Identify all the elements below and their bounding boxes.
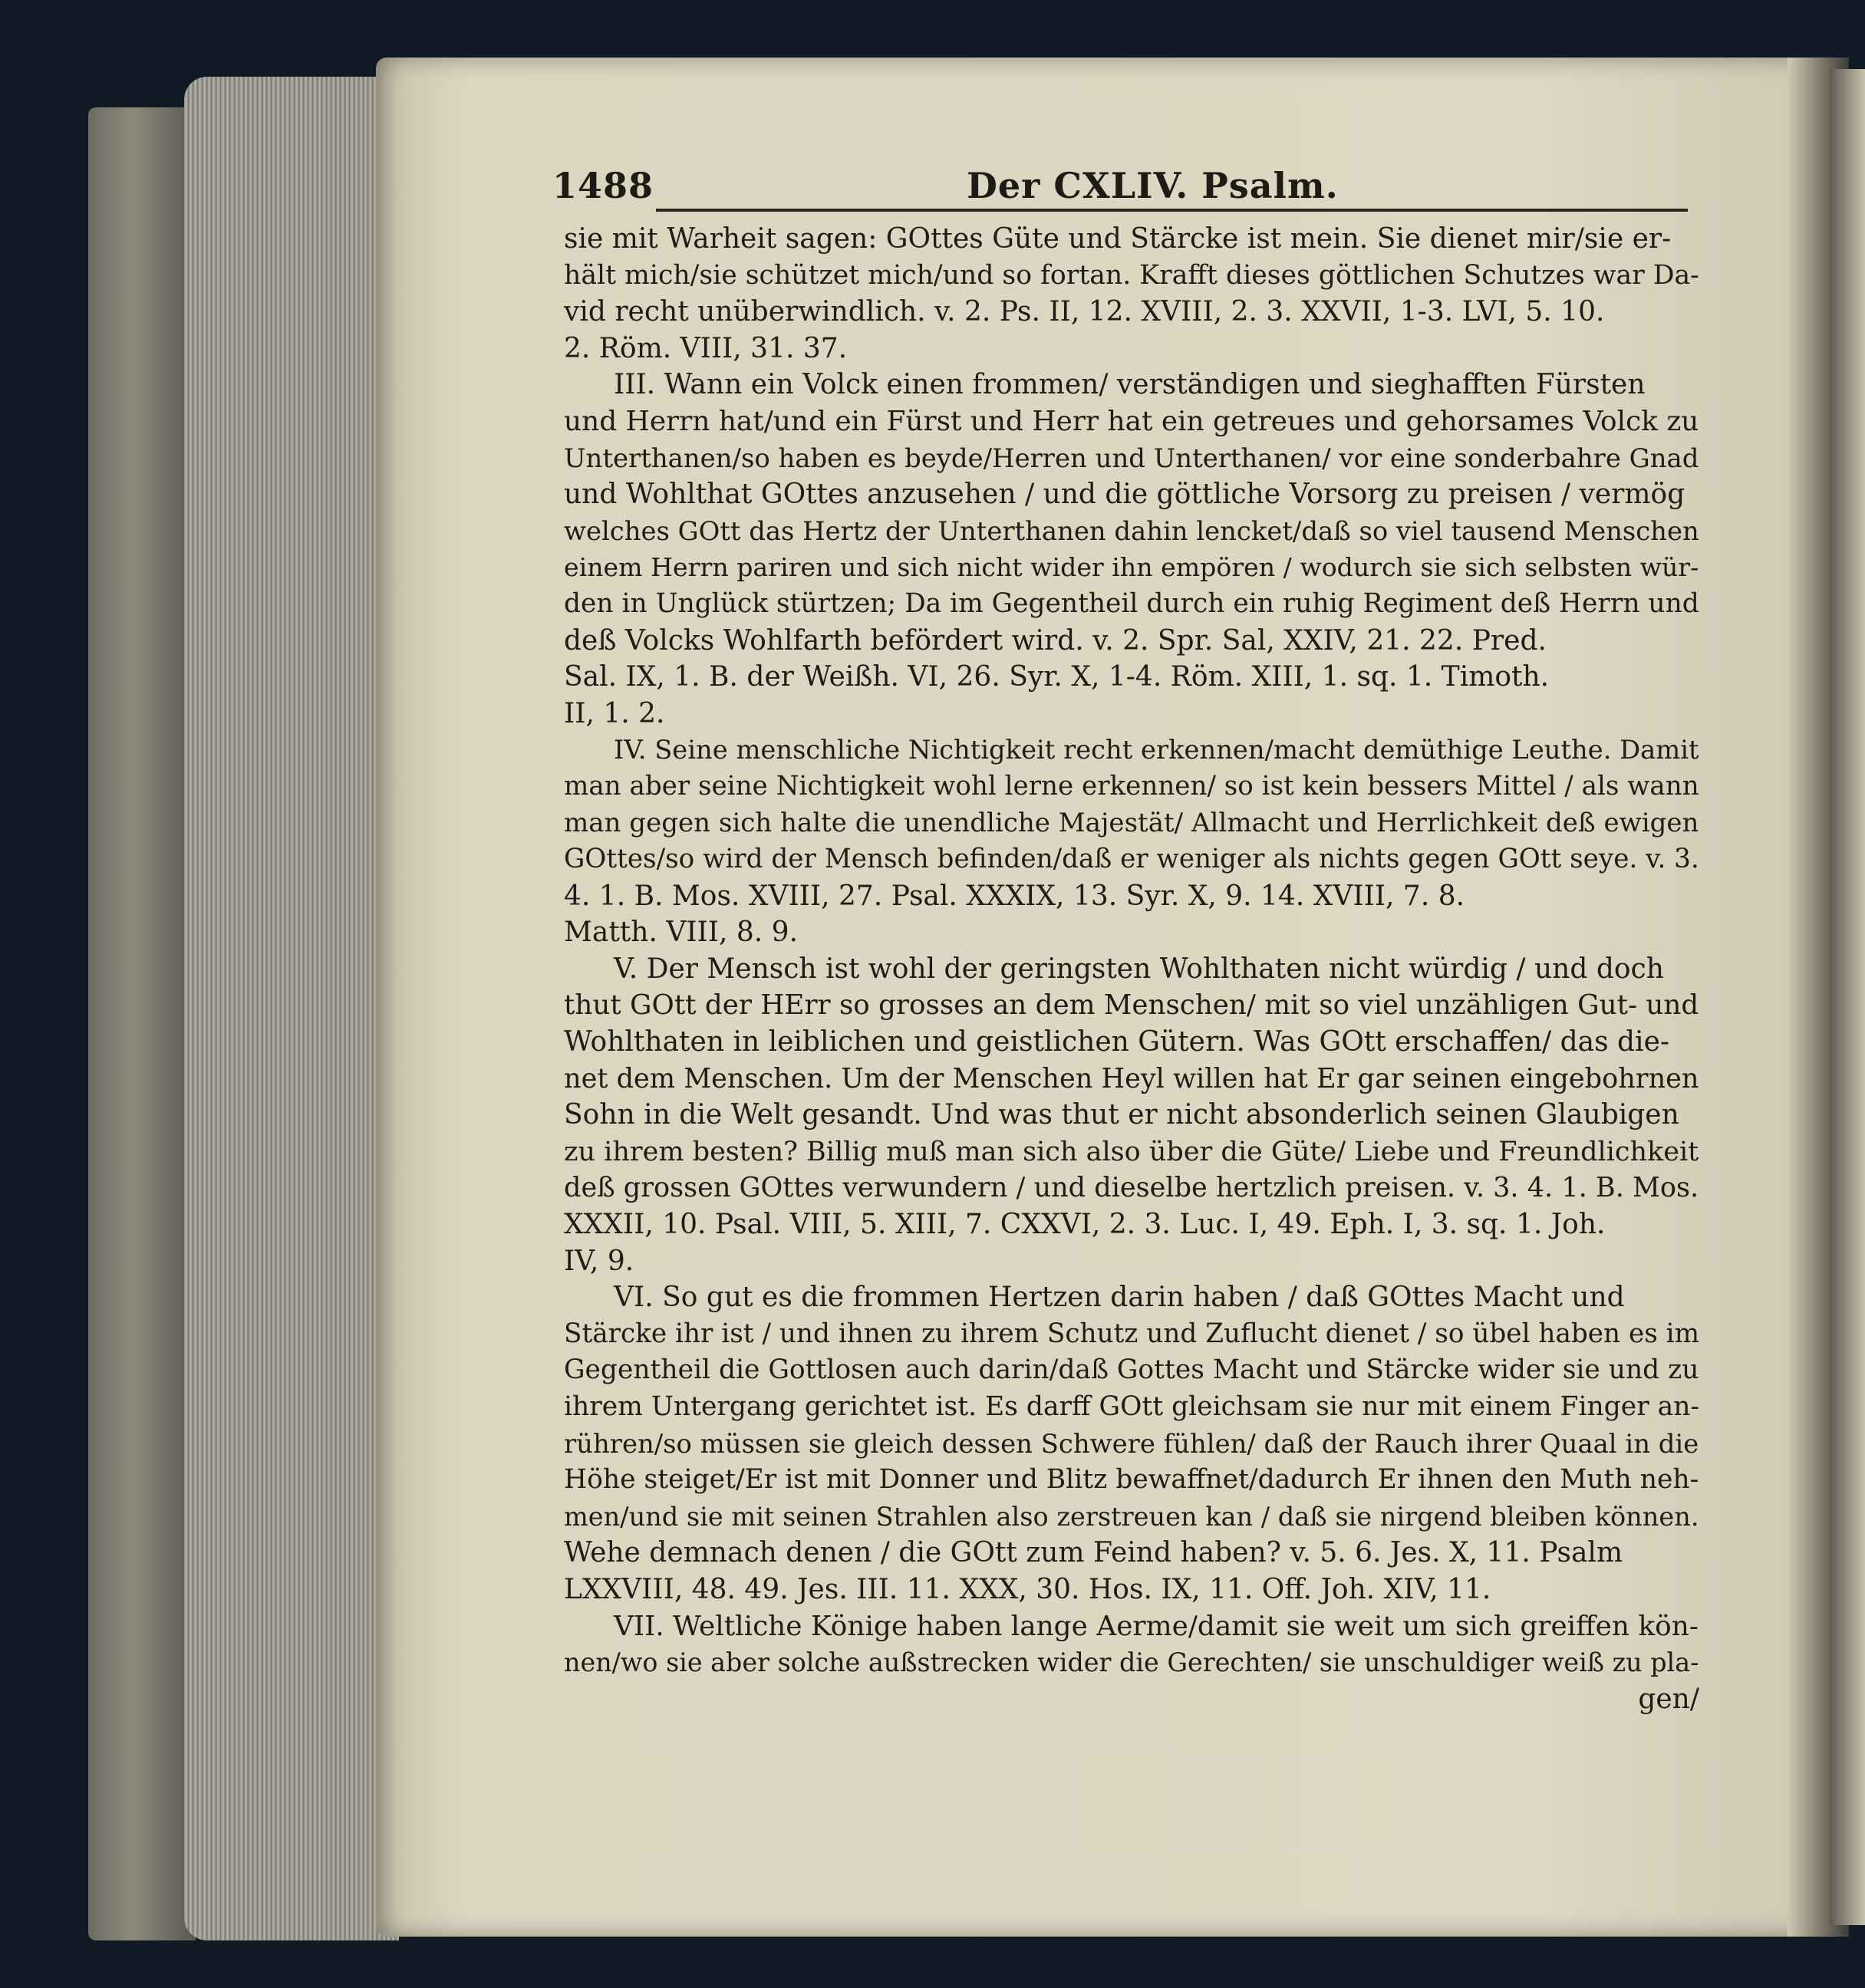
text-line: Gegentheil die Gottlosen auch darin/daß Gottes Macht und Stärcke wider sie und zu xyxy=(564,1354,1699,1386)
page-body xyxy=(564,221,1699,1717)
text-line: und Herrn hat/und ein Fürst und Herr hat ein getreues und gehorsames Volck zu xyxy=(564,405,1699,437)
text-line: und Wohlthat GOttes anzusehen / und die göttliche Vorsorg zu preisen / vermög xyxy=(564,479,1685,511)
text-line: Sohn in die Welt gesandt. Und was thut er nicht absonderlich seinen Glaubigen xyxy=(564,1099,1679,1131)
text-line: V. Der Mensch ist wohl der geringsten Wohlthaten nicht würdig / und doch xyxy=(614,953,1664,985)
text-line: nen/wo sie aber solche außstrecken wider die Gerechten/ sie unschuldiger weiß zu pla- xyxy=(564,1647,1699,1678)
text-line: rühren/so müssen sie gleich dessen Schwere fühlen/ daß der Rauch ihrer Quaal in die xyxy=(564,1428,1699,1459)
text-line: ihrem Untergang gerichtet ist. Es darff GOtt gleichsam sie nur mit einem Finger an- xyxy=(564,1391,1700,1422)
book-cover-spine xyxy=(88,107,196,1940)
text-line: hält mich/sie schützet mich/und so fortan. Krafft dieses göttlichen Schutzes war Da- xyxy=(564,259,1699,291)
text-line: 2. Röm. VIII, 31. 37. xyxy=(564,332,848,364)
text-line: Wehe demnach denen / die GOtt zum Feind haben? v. 5. 6. Jes. X, 11. Psalm xyxy=(564,1537,1623,1569)
text-line: VI. So gut es die frommen Hertzen darin haben / daß GOttes Macht und xyxy=(614,1282,1625,1314)
text-line: Matth. VIII, 8. 9. xyxy=(564,917,799,949)
page-number: 1488 xyxy=(552,165,654,206)
text-line: deß grossen GOttes verwundern / und dieselbe hertzlich preisen. v. 3. 4. 1. B. Mos. xyxy=(564,1172,1699,1204)
facing-page-edge xyxy=(1830,69,1865,1925)
text-line: net dem Menschen. Um der Menschen Heyl willen hat Er gar seinen eingebohrnen xyxy=(564,1062,1699,1094)
text-line: vid recht unüberwindlich. v. 2. Ps. II, 12. XVIII, 2. 3. XXVII, 1-3. LVI, 5. 10. xyxy=(564,296,1605,328)
text-line: man gegen sich halte die unendliche Majestät/ Allmacht und Herrlichkeit deß ewigen xyxy=(564,807,1699,838)
text-line: III. Wann ein Volck einen frommen/ verständigen und sieghafften Fürsten xyxy=(614,369,1646,401)
text-line: IV, 9. xyxy=(564,1245,634,1277)
text-line: thut GOtt der HErr so grosses an dem Menschen/ mit so viel unzähligen Gut- und xyxy=(564,989,1699,1022)
text-line: LXXVIII, 48. 49. Jes. III. 11. XXX, 30. Hos. IX, 11. Off. Joh. XIV, 11. xyxy=(564,1573,1491,1605)
text-line: den in Unglück stürtzen; Da im Gegentheil durch ein ruhig Regiment deß Herrn und xyxy=(564,588,1699,619)
text-line: gen/ xyxy=(1638,1683,1699,1715)
text-line: zu ihrem besten? Billig muß man sich also über die Güte/ Liebe und Freundlichkeit xyxy=(564,1135,1699,1167)
text-line: Sal. IX, 1. B. der Weißh. VI, 26. Syr. X, 1-4. Röm. XIII, 1. sq. 1. Timoth. xyxy=(564,661,1550,693)
text-line: II, 1. 2. xyxy=(564,697,665,729)
text-line: sie mit Warheit sagen: GOttes Güte und Stärcke ist mein. Sie dienet mir/sie er- xyxy=(564,223,1672,255)
running-title: Der CXLIV. Psalm. xyxy=(967,165,1339,206)
text-line: men/und sie mit seinen Strahlen also zerstreuen kan / daß sie nirgend bleiben können. xyxy=(564,1501,1699,1532)
text-line: GOttes/so wird der Mensch befinden/daß er weniger als nichts gegen GOtt seye. v. 3. xyxy=(564,844,1699,875)
text-line: deß Volcks Wohlfarth befördert wird. v. 2. Spr. Sal, XXIV, 21. 22. Pred. xyxy=(564,624,1547,657)
text-line: 4. 1. B. Mos. XVIII, 27. Psal. XXXIX, 13. Syr. X, 9. 14. XVIII, 7. 8. xyxy=(564,880,1465,912)
page-edges xyxy=(184,77,399,1940)
text-line: Höhe steiget/Er ist mit Donner und Blitz bewaffnet/dadurch Er ihnen den Muth neh- xyxy=(564,1464,1699,1496)
text-line: welches GOtt das Hertz der Unterthanen dahin lencket/daß so viel tausend Menschen xyxy=(564,515,1699,546)
text-line: einem Herrn pariren und sich nicht wider ihn empören / wodurch sie sich selbsten wür- xyxy=(564,552,1699,583)
text-line: XXXII, 10. Psal. VIII, 5. XIII, 7. CXXVI, 2. 3. Luc. I, 49. Eph. I, 3. sq. 1. Joh. xyxy=(564,1209,1606,1241)
text-line: VII. Weltliche Könige haben lange Aerme/damit sie weit um sich greiffen kön- xyxy=(614,1610,1699,1642)
header-rule xyxy=(656,209,1688,212)
text-line: Unterthanen/so haben es beyde/Herren und Unterthanen/ vor eine sonderbahre Gnad xyxy=(564,443,1699,473)
text-line: man aber seine Nichtigkeit wohl lerne erkennen/ so ist kein bessers Mittel / als wann xyxy=(564,770,1699,801)
page-header xyxy=(552,157,1695,211)
text-line: Wohlthaten in leiblichen und geistlichen Gütern. Was GOtt erschaffen/ das die- xyxy=(564,1026,1670,1058)
text-line: Stärcke ihr ist / und ihnen zu ihrem Schutz und Zuflucht dienet / so übel haben es im xyxy=(564,1318,1700,1349)
text-line: IV. Seine menschliche Nichtigkeit recht erkennen/macht demüthige Leuthe. Damit xyxy=(614,735,1699,765)
